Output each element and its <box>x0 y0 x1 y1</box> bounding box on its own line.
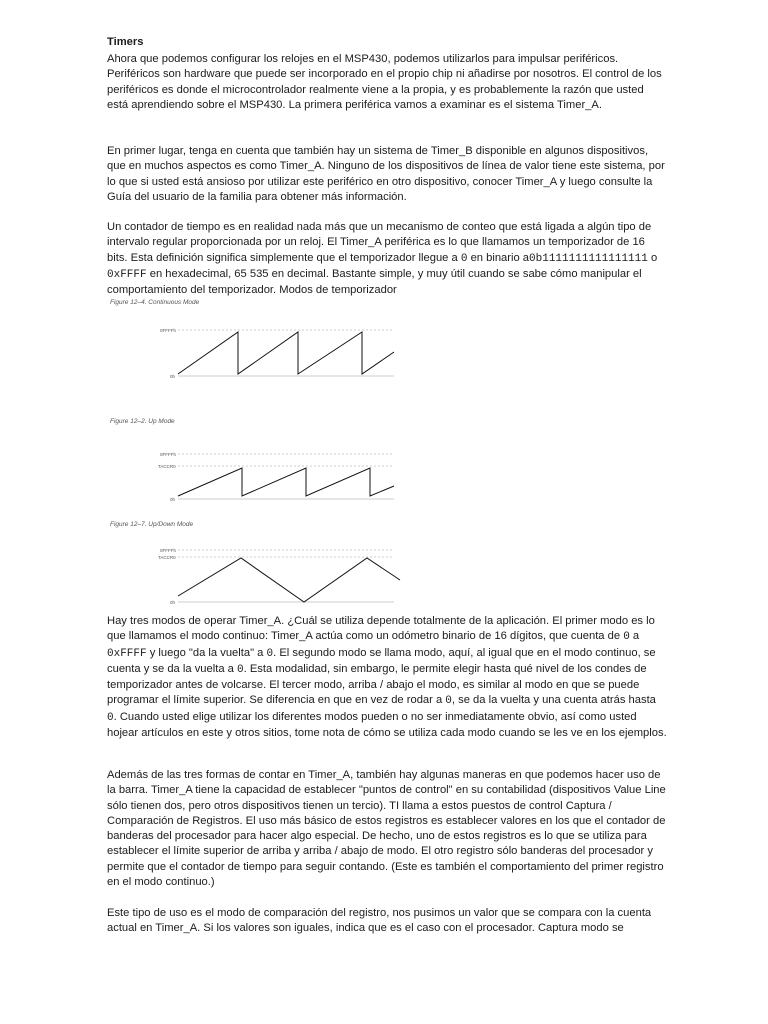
figure-1-continuous-mode-graph <box>140 316 410 386</box>
p4-segment-a: Hay tres modos de operar Timer_A. ¿Cuál se utiliza depende totalmente de la aplicación. El primer modo es lo que llamamos el modo continuo: Timer_A actúa como un odómetro binario de 16 dígitos, que cuenta de <box>107 615 655 643</box>
p3-binary: 0b1111111111111111 <box>529 252 648 265</box>
fig1-top-label: 0FFFFh <box>160 328 177 333</box>
figure-3-up-down-mode-graph <box>140 544 410 608</box>
paragraph-1-text: Ahora que podemos configurar los relojes en el MSP430, podemos utilizarlos para impulsar periféricos. Periféricos son hardware que puede ser incorporado en el propio chip ni añadirse por nosotros. El control de los periféricos es donde el microcontrolador realmente viene a la propia, y es probablemente la razón que usted está aprendiendo sobre el MSP430. La primera periférica vamos a examinar es el sistema Timer_A. <box>107 53 662 111</box>
paragraph-6-text: Este tipo de uso es el modo de comparación del registro, nos pusimos un valor que se compara con la cuenta actual en Timer_A. Si los valores son iguales, indica que es el caso con el procesador. Captura modo se <box>107 907 652 935</box>
fig2-top-label: 0FFFFh <box>160 452 177 457</box>
paragraph-1 <box>107 52 667 113</box>
fig2-mid-label: TACCR0 <box>158 464 176 469</box>
section-title: Timers <box>107 36 144 48</box>
p4-zero-1: 0 <box>623 631 630 644</box>
p4-segment-d: . El segundo modo se llama modo, aquí, al igual que en el modo continuo, se cuenta y se da la vuelta a <box>107 646 656 675</box>
fig3-triangle-wave <box>178 558 400 602</box>
p4-zero-5: 0 <box>107 711 114 724</box>
p3-hex: 0xFFFF <box>107 268 147 281</box>
p3-segment-c: o <box>650 251 658 264</box>
paragraph-5-text: Además de las tres formas de contar en Timer_A, también hay algunas maneras en que podemos hacer uso de la barra. Timer_A tiene la capacidad de establecer "puntos de control" en su contabilidad (dispositivos Value Line sólo tienen dos, pero otros dispositivos tienen un tercio). TI llama a estos puestos de control Captura / Comparación de Registros. El uso más básico de estos registros es establecer valores en los que el contador de banderas del procesador para hacer algo especial. De hecho, uno de estos registros es lo que se utiliza para establecer el límite superior de arriba y arriba / abajo de modo. El otro registro sólo banderas del procesador y permite que el contador de tiempo para seguir contando. (Este es también el comportamiento del primer registro en el modo continuo.) <box>107 769 666 889</box>
paragraph-5 <box>107 768 667 890</box>
p4-zero-4: 0 <box>445 695 452 708</box>
p3-segment-b: en binario a <box>470 251 530 264</box>
paragraph-6 <box>107 906 667 937</box>
p4-zero-2: 0 <box>266 647 274 660</box>
paragraph-3-text <box>107 220 667 298</box>
figure-2-up-mode-graph <box>140 446 410 506</box>
paragraph-3 <box>107 220 667 298</box>
fig2-bottom-label: 0h <box>170 497 176 502</box>
paragraph-2 <box>107 144 667 205</box>
p3-segment-a: Un contador de tiempo es en realidad nada más que un mecanismo de conteo que está ligada a algún tipo de intervalo regular proporcionada por un reloj. El Timer_A periférica es lo que llamamos un temporizador de 16 bits. Esta definición significa simplemente que el temporizador llegue a <box>107 221 652 264</box>
paragraph-4-text <box>107 614 667 741</box>
figure-1-caption: Figure 12–4. Continuous Mode <box>110 299 200 306</box>
paragraph-2-text: En primer lugar, tenga en cuenta que también hay un sistema de Timer_B disponible en algunos dispositivos, que en muchos aspectos es como Timer_A. Ninguno de los dispositivos de línea de valor tiene este sistema, por lo que si usted está ansioso por utilizar este periférico en otro dispositivo, conocer Timer_A y luego consulte la Guía del usuario de la familia para obtener más información. <box>107 145 665 203</box>
p3-segment-d: en hexadecimal, 65 535 en decimal. Bastante simple, y muy útil cuando se sabe cómo manipular el comportamiento del temporizador. Modos de temporizador <box>107 267 642 297</box>
fig2-sawtooth-wave <box>178 468 394 496</box>
p4-segment-b: a <box>632 630 640 643</box>
fig3-top-label: 0FFFFh <box>160 548 177 553</box>
fig3-bottom-label: 0h <box>170 600 176 605</box>
p4-segment-c: y luego "da la vuelta" a <box>149 646 264 659</box>
p3-zero: 0 <box>460 252 468 265</box>
p4-segment-g: . Cuando usted elige utilizar los diferentes modos pueden o no ser inmediatamente obvio, así como usted hojear artículos en este y otros sitios, tome nota de cómo se utiliza cada modo cuando se les ve en los ejemplos. <box>107 710 667 740</box>
p4-segment-e: . Esta modalidad, sin embargo, le permite elegir hasta qué nivel de los condes de temporizador antes de volcarse. El tercer modo, arriba / abajo el modo, es similar al modo en que se puede programar el límite superior. Se diferencia en que en vez de rodar a <box>107 662 647 707</box>
fig1-sawtooth-wave <box>178 332 394 374</box>
figure-2-caption: Figure 12–2. Up Mode <box>110 418 175 425</box>
p4-zero-3: 0 <box>237 663 244 676</box>
fig3-mid-label: TACCR0 <box>158 555 176 560</box>
fig1-bottom-label: 0h <box>170 374 176 379</box>
p4-segment-f: , se da la vuelta y una cuenta atrás hasta <box>451 694 656 707</box>
p4-hex: 0xFFFF <box>107 647 147 660</box>
figure-3-caption: Figure 12–7. Up/Down Mode <box>110 521 194 528</box>
paragraph-4 <box>107 614 667 741</box>
